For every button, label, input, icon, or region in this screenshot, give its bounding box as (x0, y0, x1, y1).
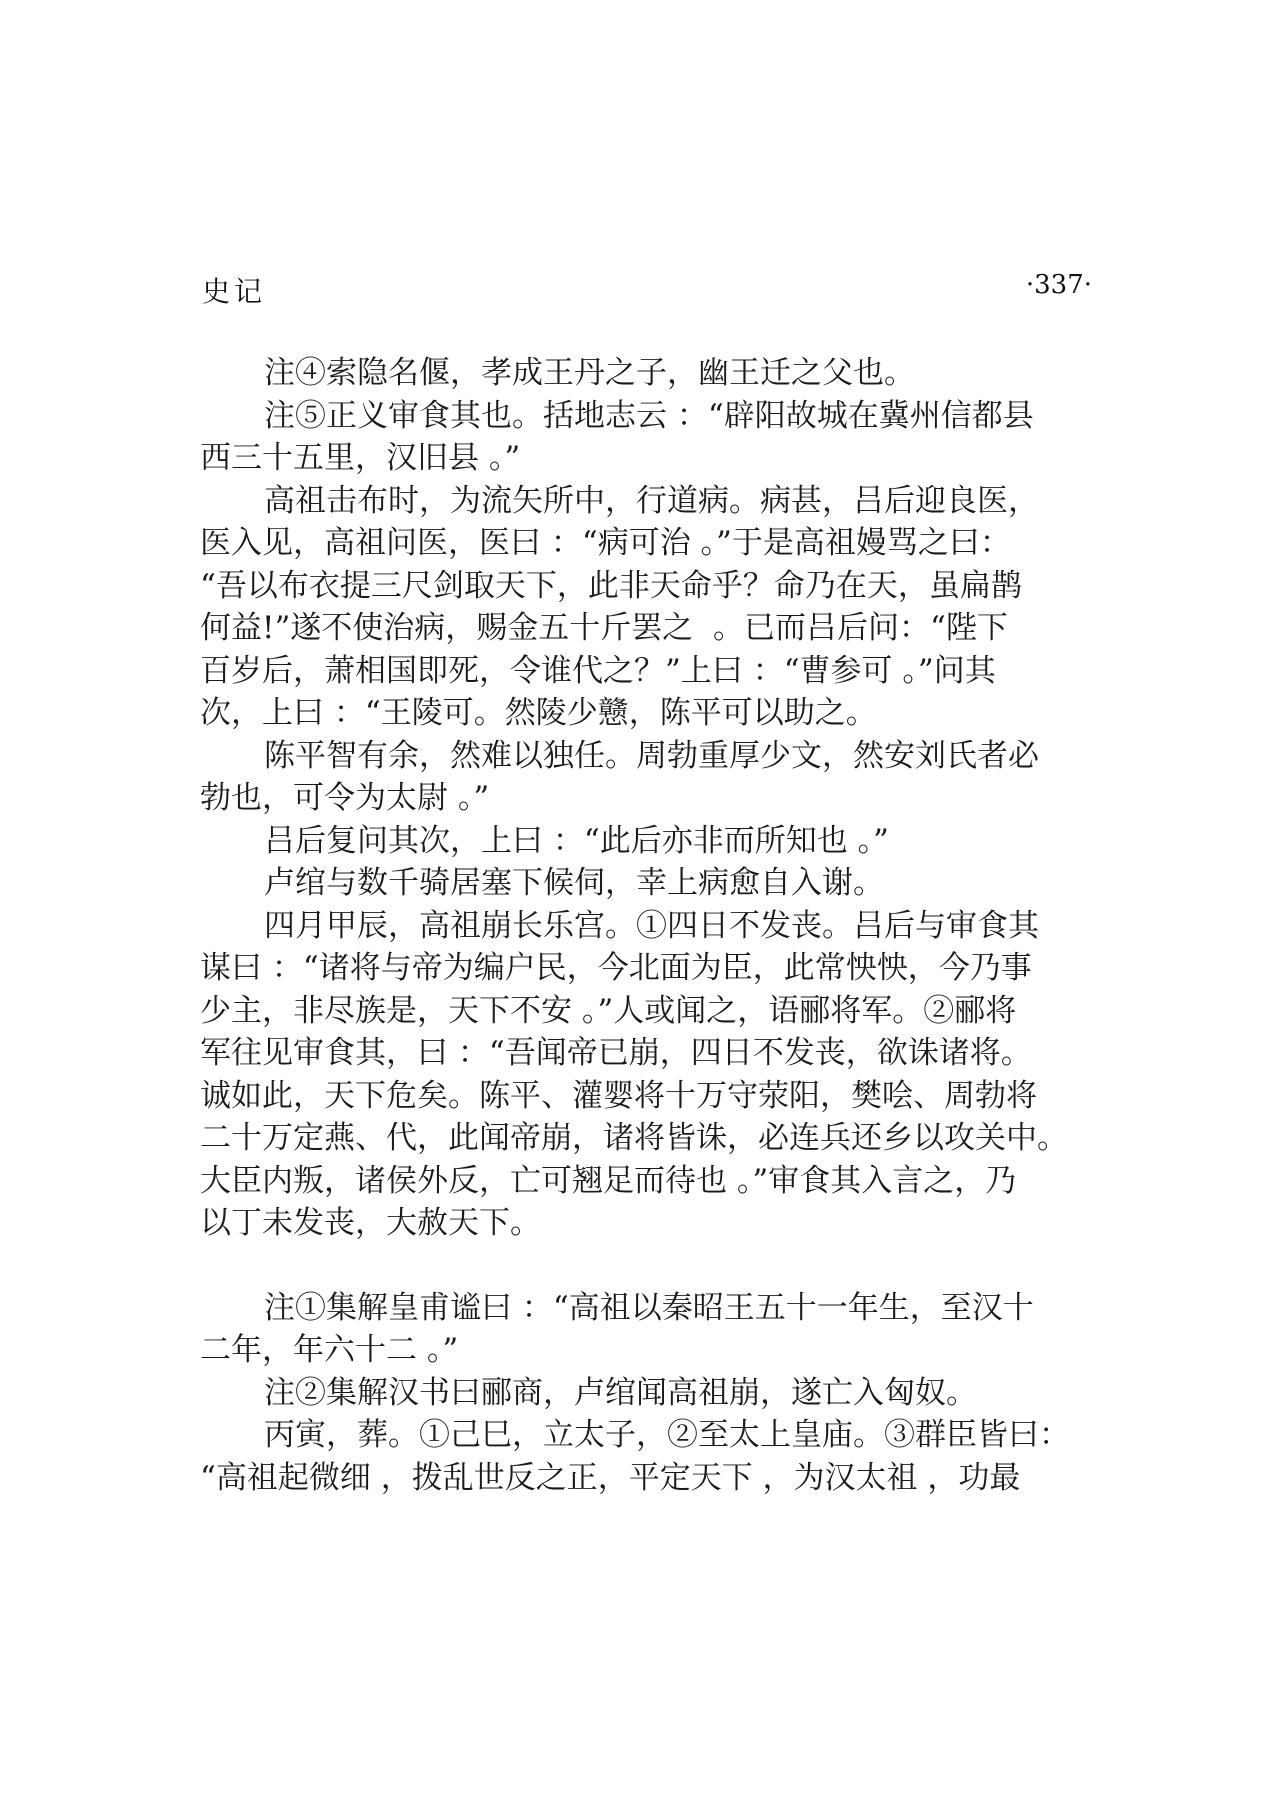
text-line: 大臣内叛，诸侯外反，亡可翘足而待也 。”审食其入言之，乃 (200, 1162, 1017, 1199)
book-title: 史记 (202, 275, 267, 308)
annotation-note (200, 1287, 1100, 1372)
body-paragraph (200, 820, 1100, 863)
text-line: 何益!”遂不使治病，赐金五十斤罢之 。已而吕后问：“陛下 (200, 610, 1008, 646)
text-line: 注⑤正义审食其也。括地志云 ：“辟阳故城在冀州信都县 (264, 397, 1034, 434)
text-line: 二年，年六十二 。” (200, 1332, 459, 1368)
text-line: “吾以布衣提三尺剑取天下，此非天命乎？命乃在天，虽扁鹊 (200, 567, 1022, 604)
page-header (202, 270, 1092, 310)
body-paragraph (200, 905, 1100, 1245)
text-line: 以丁未发丧，大赦天下。 (200, 1205, 541, 1241)
text-line: 卢绾与数千骑居塞下候伺，幸上病愈自入谢。 (264, 865, 884, 901)
text-line: 百岁后，萧相国即死，令谁代之？”上曰 ：“曹参可 。”问其 (200, 652, 996, 689)
text-line: 医入见，高祖问医，医曰 ：“病可治 。”于是高祖嫚骂之曰： (200, 525, 1011, 561)
text-line: 四月甲辰，高祖崩长乐宫。①四日不发丧。吕后与审食其 (264, 907, 1039, 944)
body-paragraph (200, 480, 1100, 735)
text-line: 陈平智有余，然难以独任。周勃重厚少文，然安刘氏者必 (264, 737, 1039, 774)
text-line: 勃也，可令为太尉 。” (200, 780, 490, 816)
annotation-note (200, 352, 1100, 395)
text-line: 吕后复问其次，上曰 ：“此后亦非而所知也 。” (264, 822, 889, 859)
annotation-note (200, 395, 1100, 480)
body-paragraph (200, 862, 1100, 905)
page-number: ·337· (1025, 270, 1092, 300)
page-body (200, 352, 1100, 1499)
text-line: 注②集解汉书曰郦商，卢绾闻高祖崩，遂亡入匈奴。 (264, 1374, 977, 1411)
text-line: 二十万定燕、代，此闻帝崩，诸将皆诛，必连兵还乡以攻关中。 (200, 1120, 1068, 1156)
text-line: 注④索隐名偃，孝成王丹之子，幽王迁之父也。 (264, 355, 915, 391)
text-line: “高祖起微细 ，拨乱世反之正，平定天下 ，为汉太祖 ，功最 (200, 1459, 1021, 1496)
text-line: 军往见审食其，曰 ：“吾闻帝已崩，四日不发丧，欲诛诸将。 (200, 1035, 1032, 1071)
text-line: 高祖击布时，为流矢所中，行道病。病甚，吕后迎良医， (264, 482, 1039, 519)
text-line: 西三十五里，汉旧县 。” (200, 440, 521, 476)
section-gap (200, 1245, 1100, 1287)
body-paragraph (200, 1414, 1100, 1499)
annotation-note (200, 1372, 1100, 1415)
text-line: 注①集解皇甫谧曰 ：“高祖以秦昭王五十一年生，至汉十 (264, 1289, 1034, 1326)
text-line: 次，上曰 ：“王陵可。然陵少戆，陈平可以助之。 (200, 695, 877, 731)
text-line: 谋曰 ：“诸将与帝为编户民，今北面为臣，此常怏怏，今乃事 (200, 950, 1032, 986)
text-line: 丙寅，葬。①己巳，立太子，②至太上皇庙。③群臣皆曰： (264, 1417, 1070, 1453)
text-line: 诚如此，天下危矣。陈平、灌婴将十万守荥阳，樊哙、周勃将 (200, 1077, 1037, 1114)
text-line: 少主，非尽族是，天下不安 。”人或闻之，语郦将军。②郦将 (200, 992, 1017, 1029)
body-paragraph (200, 735, 1100, 820)
